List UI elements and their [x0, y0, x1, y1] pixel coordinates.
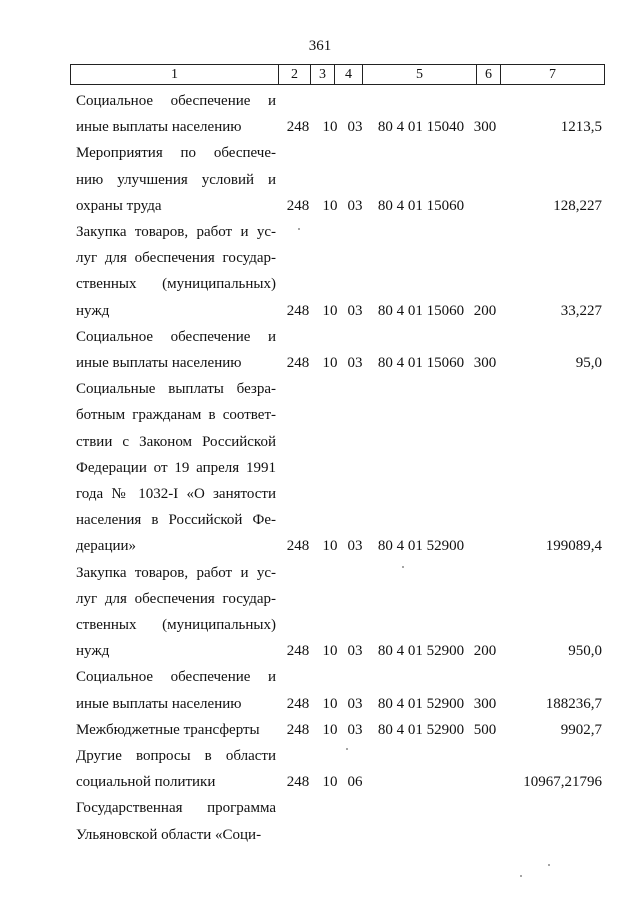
description-line: Государственная программа — [76, 800, 276, 817]
cell-c5: 80 4 01 15040 — [377, 119, 465, 136]
cell-c6: 500 — [473, 721, 497, 738]
cell-c3: 10 — [322, 354, 338, 371]
cell-c5: 80 4 01 15060 — [377, 302, 465, 319]
cell-c3: 10 — [322, 695, 338, 712]
cell-c4: 03 — [347, 302, 363, 319]
cell-c7: 33,227 — [560, 302, 602, 319]
cell-c7: 10967,21796 — [523, 774, 602, 791]
scan-speck — [346, 748, 348, 750]
description-line: охраны труда — [76, 197, 162, 214]
description-line: социальной политики — [76, 774, 216, 791]
cell-c7: 128,227 — [553, 197, 602, 214]
row-description — [76, 795, 276, 847]
header-cell-6: 6 — [477, 65, 501, 84]
description-line: года № 1032-I «О занятости — [76, 485, 276, 502]
row-description — [76, 560, 276, 665]
row-description — [76, 664, 276, 716]
description-line: Межбюджетные трансферты — [76, 721, 260, 738]
cell-c5: 80 4 01 15060 — [377, 354, 465, 371]
cell-c4: 03 — [347, 538, 363, 555]
cell-c2: 248 — [286, 774, 310, 791]
cell-c7: 199089,4 — [545, 538, 602, 555]
cell-c4: 06 — [347, 774, 363, 791]
description-line: Закупка товаров, работ и ус- — [76, 224, 276, 240]
description-line: луг для обеспечения государ- — [76, 250, 276, 267]
cell-c7: 1213,5 — [560, 119, 602, 136]
cell-c5: 80 4 01 15060 — [377, 197, 465, 214]
description-line: луг для обеспечения государ- — [76, 590, 276, 607]
cell-c4: 03 — [347, 643, 363, 660]
header-cell-4: 4 — [335, 65, 363, 84]
description-line: дерации» — [76, 538, 137, 555]
description-line: иные выплаты населению — [76, 119, 242, 136]
cell-c2: 248 — [286, 538, 310, 555]
description-line: иные выплаты населению — [76, 354, 242, 371]
row-description — [76, 88, 276, 140]
cell-c4: 03 — [347, 695, 363, 712]
description-line: ственных (муниципальных) — [76, 276, 276, 293]
cell-c2: 248 — [286, 643, 310, 660]
cell-c2: 248 — [286, 302, 310, 319]
cell-c5: 80 4 01 52900 — [377, 695, 465, 712]
row-description — [76, 376, 276, 559]
description-line: нужд — [76, 302, 110, 319]
cell-c4: 03 — [347, 197, 363, 214]
description-line: Закупка товаров, работ и ус- — [76, 564, 276, 581]
scan-speck — [402, 566, 404, 568]
cell-c3: 10 — [322, 302, 338, 319]
description-line: ственных (муниципальных) — [76, 616, 276, 633]
cell-c5: 80 4 01 52900 — [377, 643, 465, 660]
cell-c2: 248 — [286, 119, 310, 136]
cell-c7: 95,0 — [575, 354, 602, 371]
row-description — [76, 219, 276, 324]
cell-c6: 200 — [473, 302, 497, 319]
scan-speck — [520, 875, 522, 877]
header-cell-7: 7 — [549, 67, 556, 82]
cell-c6: 300 — [473, 119, 497, 136]
cell-c4: 03 — [347, 721, 363, 738]
scan-speck — [548, 864, 550, 866]
row-description — [76, 717, 276, 743]
cell-c2: 248 — [286, 695, 310, 712]
row-description — [76, 324, 276, 376]
cell-c2: 248 — [286, 354, 310, 371]
row-description — [76, 140, 276, 219]
description-line: Федерации от 19 апреля 1991 — [76, 459, 276, 476]
description-line: Социальное обеспечение и — [76, 93, 276, 109]
cell-c3: 10 — [322, 721, 338, 738]
cell-c7: 9902,7 — [560, 721, 602, 738]
header-cell-5: 5 — [363, 65, 477, 84]
header-cell-1: 1 — [71, 65, 279, 84]
cell-c3: 10 — [322, 774, 338, 791]
cell-c3: 10 — [322, 197, 338, 214]
description-line: иные выплаты населению — [76, 695, 242, 712]
cell-c4: 03 — [347, 119, 363, 136]
description-line: Мероприятия по обеспече- — [76, 145, 276, 162]
cell-c6: 300 — [473, 695, 497, 712]
description-line: Социальное обеспечение и — [76, 669, 276, 686]
cell-c7: 950,0 — [568, 643, 602, 660]
cell-c5: 80 4 01 52900 — [377, 538, 465, 555]
description-line: Социальное обеспечение и — [76, 328, 276, 345]
description-line: Социальные выплаты безра- — [76, 381, 276, 398]
description-line: ботным гражданам в соответ- — [76, 407, 276, 424]
header-cell-3: 3 — [311, 65, 335, 84]
description-line: Другие вопросы в области — [76, 748, 276, 764]
header-cell-2: 2 — [279, 65, 311, 84]
table-header — [70, 64, 605, 85]
description-line: нужд — [76, 643, 110, 660]
cell-c6: 200 — [473, 643, 497, 660]
cell-c5: 80 4 01 52900 — [377, 721, 465, 738]
description-line: нию улучшения условий и — [76, 171, 276, 188]
description-line: Ульяновской области «Соци- — [76, 826, 262, 843]
cell-c2: 248 — [286, 197, 310, 214]
description-line: ствии с Законом Российской — [76, 433, 276, 450]
scan-speck — [298, 228, 300, 230]
cell-c3: 10 — [322, 119, 338, 136]
cell-c7: 188236,7 — [545, 695, 602, 712]
description-line: населения в Российской Фе- — [76, 512, 276, 529]
cell-c4: 03 — [347, 354, 363, 371]
cell-c6: 300 — [473, 354, 497, 371]
page-number: 361 — [308, 38, 332, 54]
row-description — [76, 743, 276, 795]
cell-c2: 248 — [286, 721, 310, 738]
cell-c3: 10 — [322, 538, 338, 555]
cell-c3: 10 — [322, 643, 338, 660]
